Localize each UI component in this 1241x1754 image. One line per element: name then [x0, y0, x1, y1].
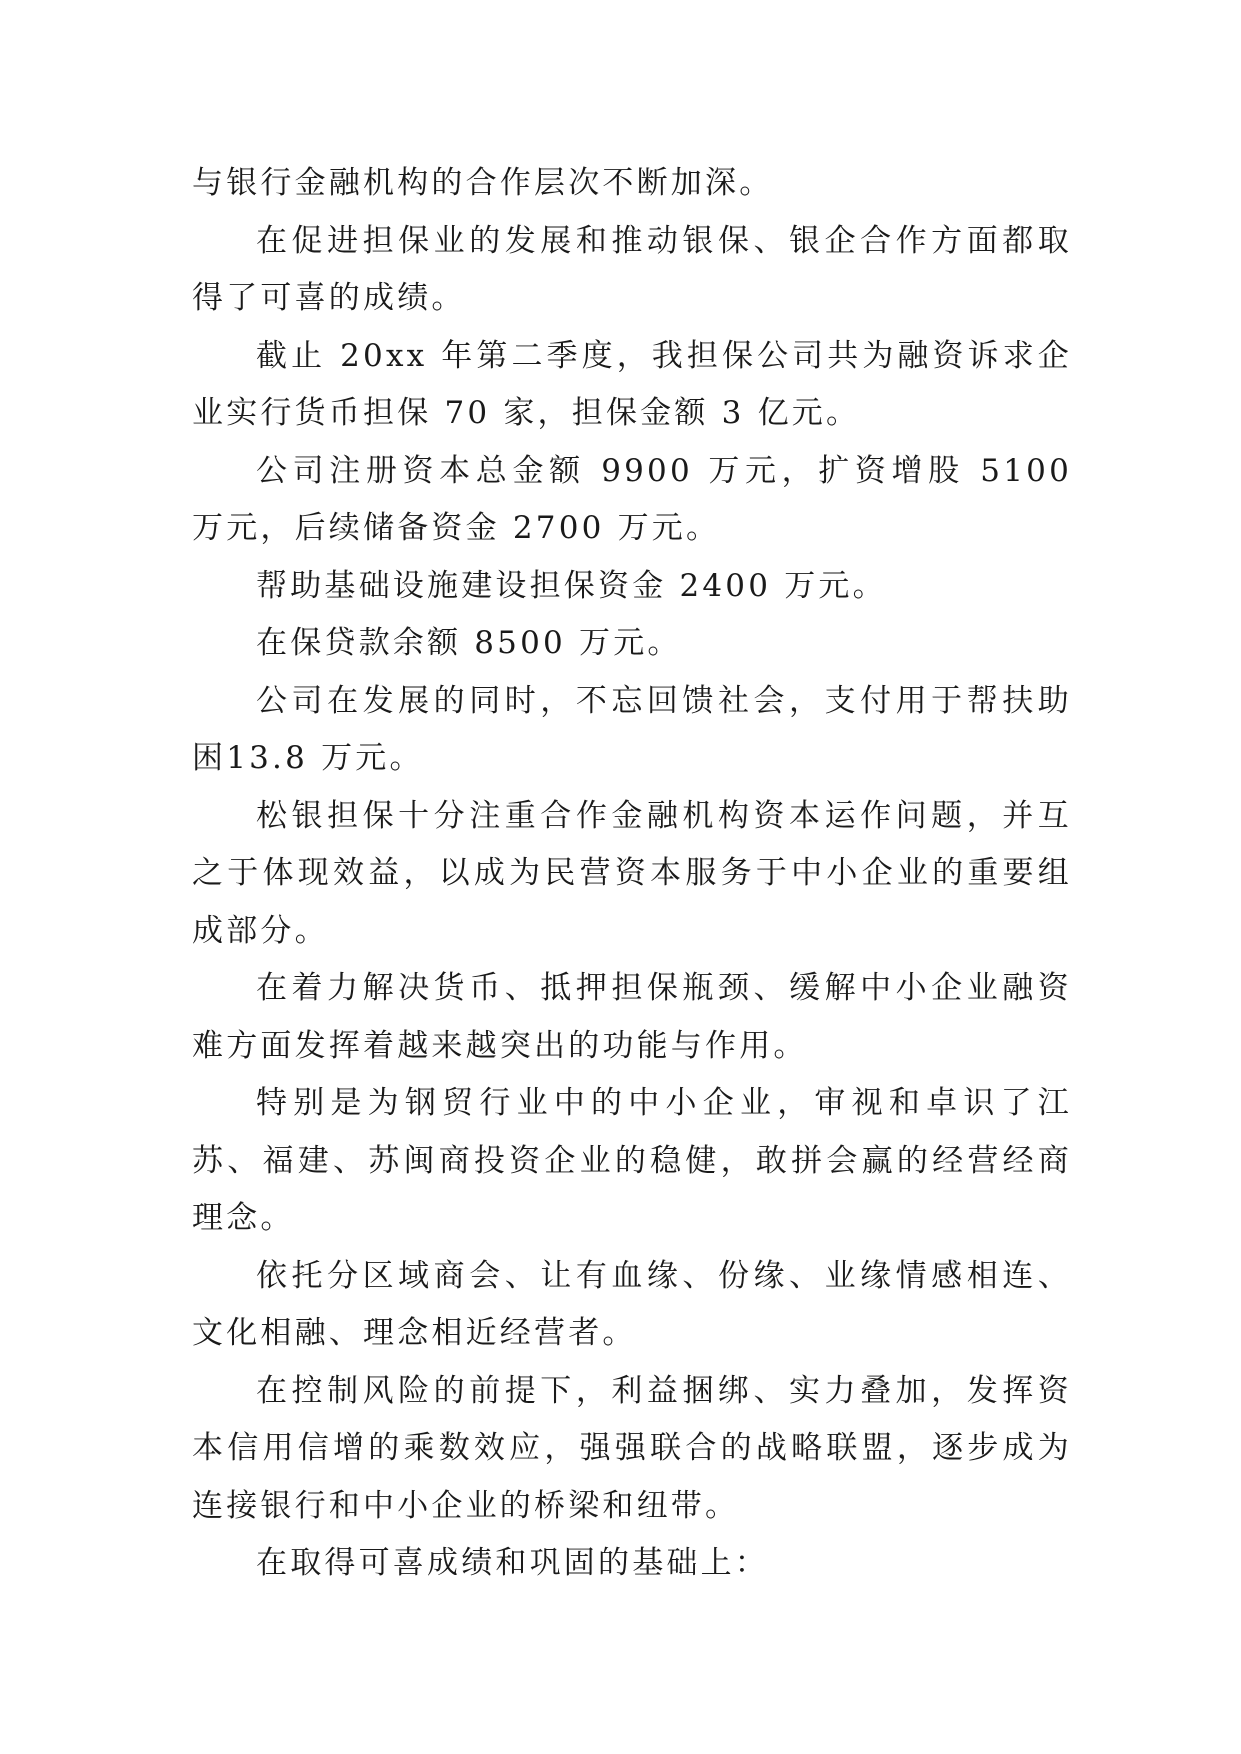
document-body	[192, 155, 1072, 1593]
paragraph-8: 松银担保十分注重合作金融机构资本运作问题，并互之于体现效益，以成为民营资本服务于中小企业的重要组成部分。	[192, 797, 1072, 949]
paragraph-4: 公司注册资本总金额 9900 万元，扩资增股 5100 万元，后续储备资金 2700 万元。	[192, 452, 1072, 546]
paragraph-3: 截止 20xx 年第二季度，我担保公司共为融资诉求企业实行货币担保 70 家，担保金额 3 亿元。	[192, 337, 1072, 431]
paragraph-11: 依托分区域商会、让有血缘、份缘、业缘情感相连、文化相融、理念相近经营者。	[192, 1257, 1072, 1351]
paragraph-13: 在取得可喜成绩和巩固的基础上：	[256, 1545, 769, 1581]
paragraph-5: 帮助基础设施建设担保资金 2400 万元。	[256, 567, 887, 604]
paragraph-9: 在着力解决货币、抵押担保瓶颈、缓解中小企业融资难方面发挥着越来越突出的功能与作用。	[192, 970, 1072, 1064]
paragraph-2: 在促进担保业的发展和推动银保、银企合作方面都取得了可喜的成绩。	[192, 222, 1072, 316]
paragraph-1: 与银行金融机构的合作层次不断加深。	[192, 165, 774, 201]
paragraph-10: 特别是为钢贸行业中的中小企业，审视和卓识了江苏、福建、苏闽商投资企业的稳健，敢拼会赢的经营经商理念。	[192, 1085, 1072, 1236]
paragraph-7: 公司在发展的同时，不忘回馈社会，支付用于帮扶助困13.8 万元。	[192, 682, 1072, 776]
paragraph-12: 在控制风险的前提下，利益捆绑、实力叠加，发挥资本信用信增的乘数效应，强强联合的战略联盟，逐步成为连接银行和中小企业的桥梁和纽带。	[192, 1372, 1072, 1524]
paragraph-6: 在保贷款余额 8500 万元。	[256, 625, 682, 661]
